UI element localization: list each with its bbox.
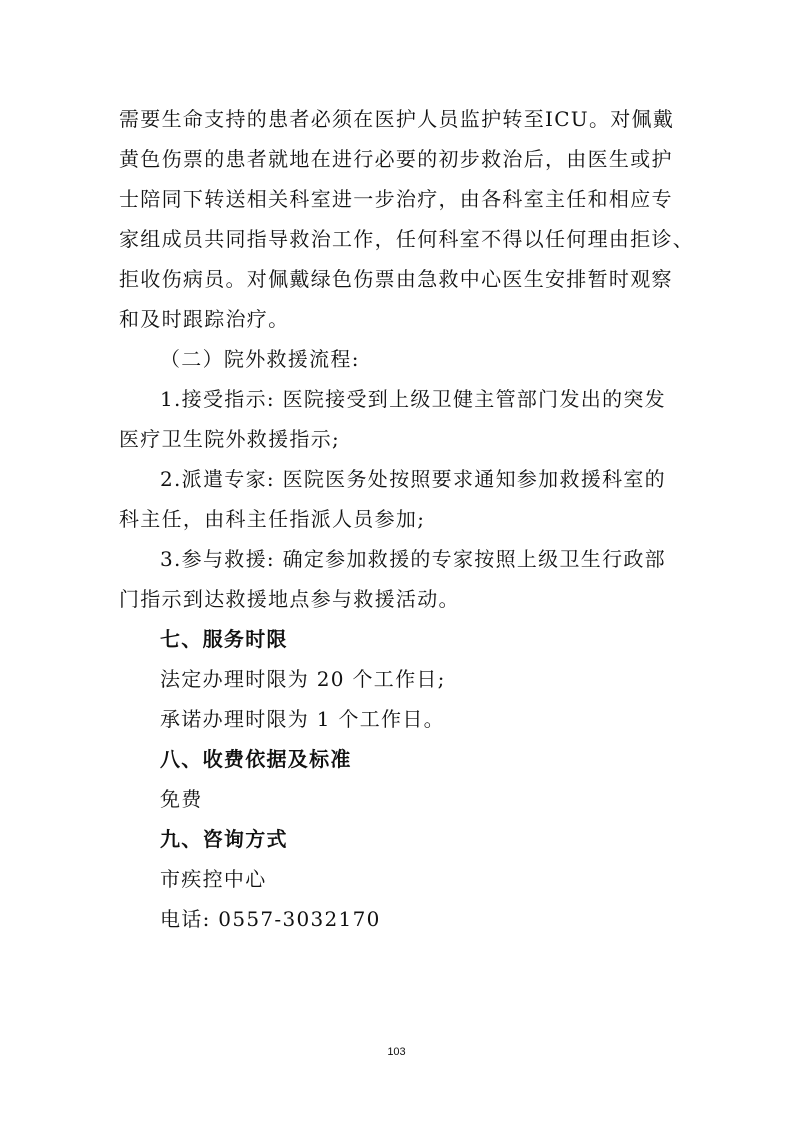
section-heading-consult: 九、咨询方式 — [160, 827, 288, 851]
section-heading-service-time: 七、服务时限 — [160, 627, 288, 651]
step-line: 3.参与救援: 确定参加救援的专家按照上级卫生行政部 — [160, 547, 666, 571]
paragraph-line: 拒收伤病员。对佩戴绿色伤票由急救中心医生安排暂时观察 — [119, 267, 673, 291]
fees-value: 免费 — [160, 787, 203, 811]
paragraph-line: 士陪同下转送相关科室进一步治疗，由各科室主任和相应专 — [119, 187, 673, 211]
step-line: 1.接受指示: 医院接受到上级卫健主管部门发出的突发 — [160, 387, 666, 411]
step-line: 门指示到达救援地点参与救援活动。 — [119, 587, 460, 611]
consult-phone: 电话: 0557-3032170 — [160, 907, 381, 931]
promised-time-limit: 承诺办理时限为 1 个工作日。 — [160, 707, 445, 731]
section-heading-fees: 八、收费依据及标准 — [160, 747, 352, 771]
step-line: 医疗卫生院外救援指示; — [119, 427, 341, 451]
step-line: 科主任，由科主任指派人员参加; — [119, 507, 426, 531]
paragraph-line: 黄色伤票的患者就地在进行必要的初步救治后，由医生或护 — [119, 147, 673, 171]
step-line: 2.派遣专家: 医院医务处按照要求通知参加救援科室的 — [160, 467, 666, 491]
paragraph-line: 和及时跟踪治疗。 — [119, 307, 290, 331]
page-number: 103 — [387, 1046, 406, 1058]
consult-organization: 市疾控中心 — [160, 867, 267, 891]
subsection-heading: （二）院外救援流程: — [160, 347, 360, 371]
paragraph-line: 家组成员共同指导救治工作，任何科室不得以任何理由拒诊、 — [119, 227, 695, 251]
legal-time-limit: 法定办理时限为 20 个工作日; — [160, 667, 446, 691]
paragraph-line: 需要生命支持的患者必须在医护人员监护转至ICU。对佩戴 — [119, 107, 675, 131]
